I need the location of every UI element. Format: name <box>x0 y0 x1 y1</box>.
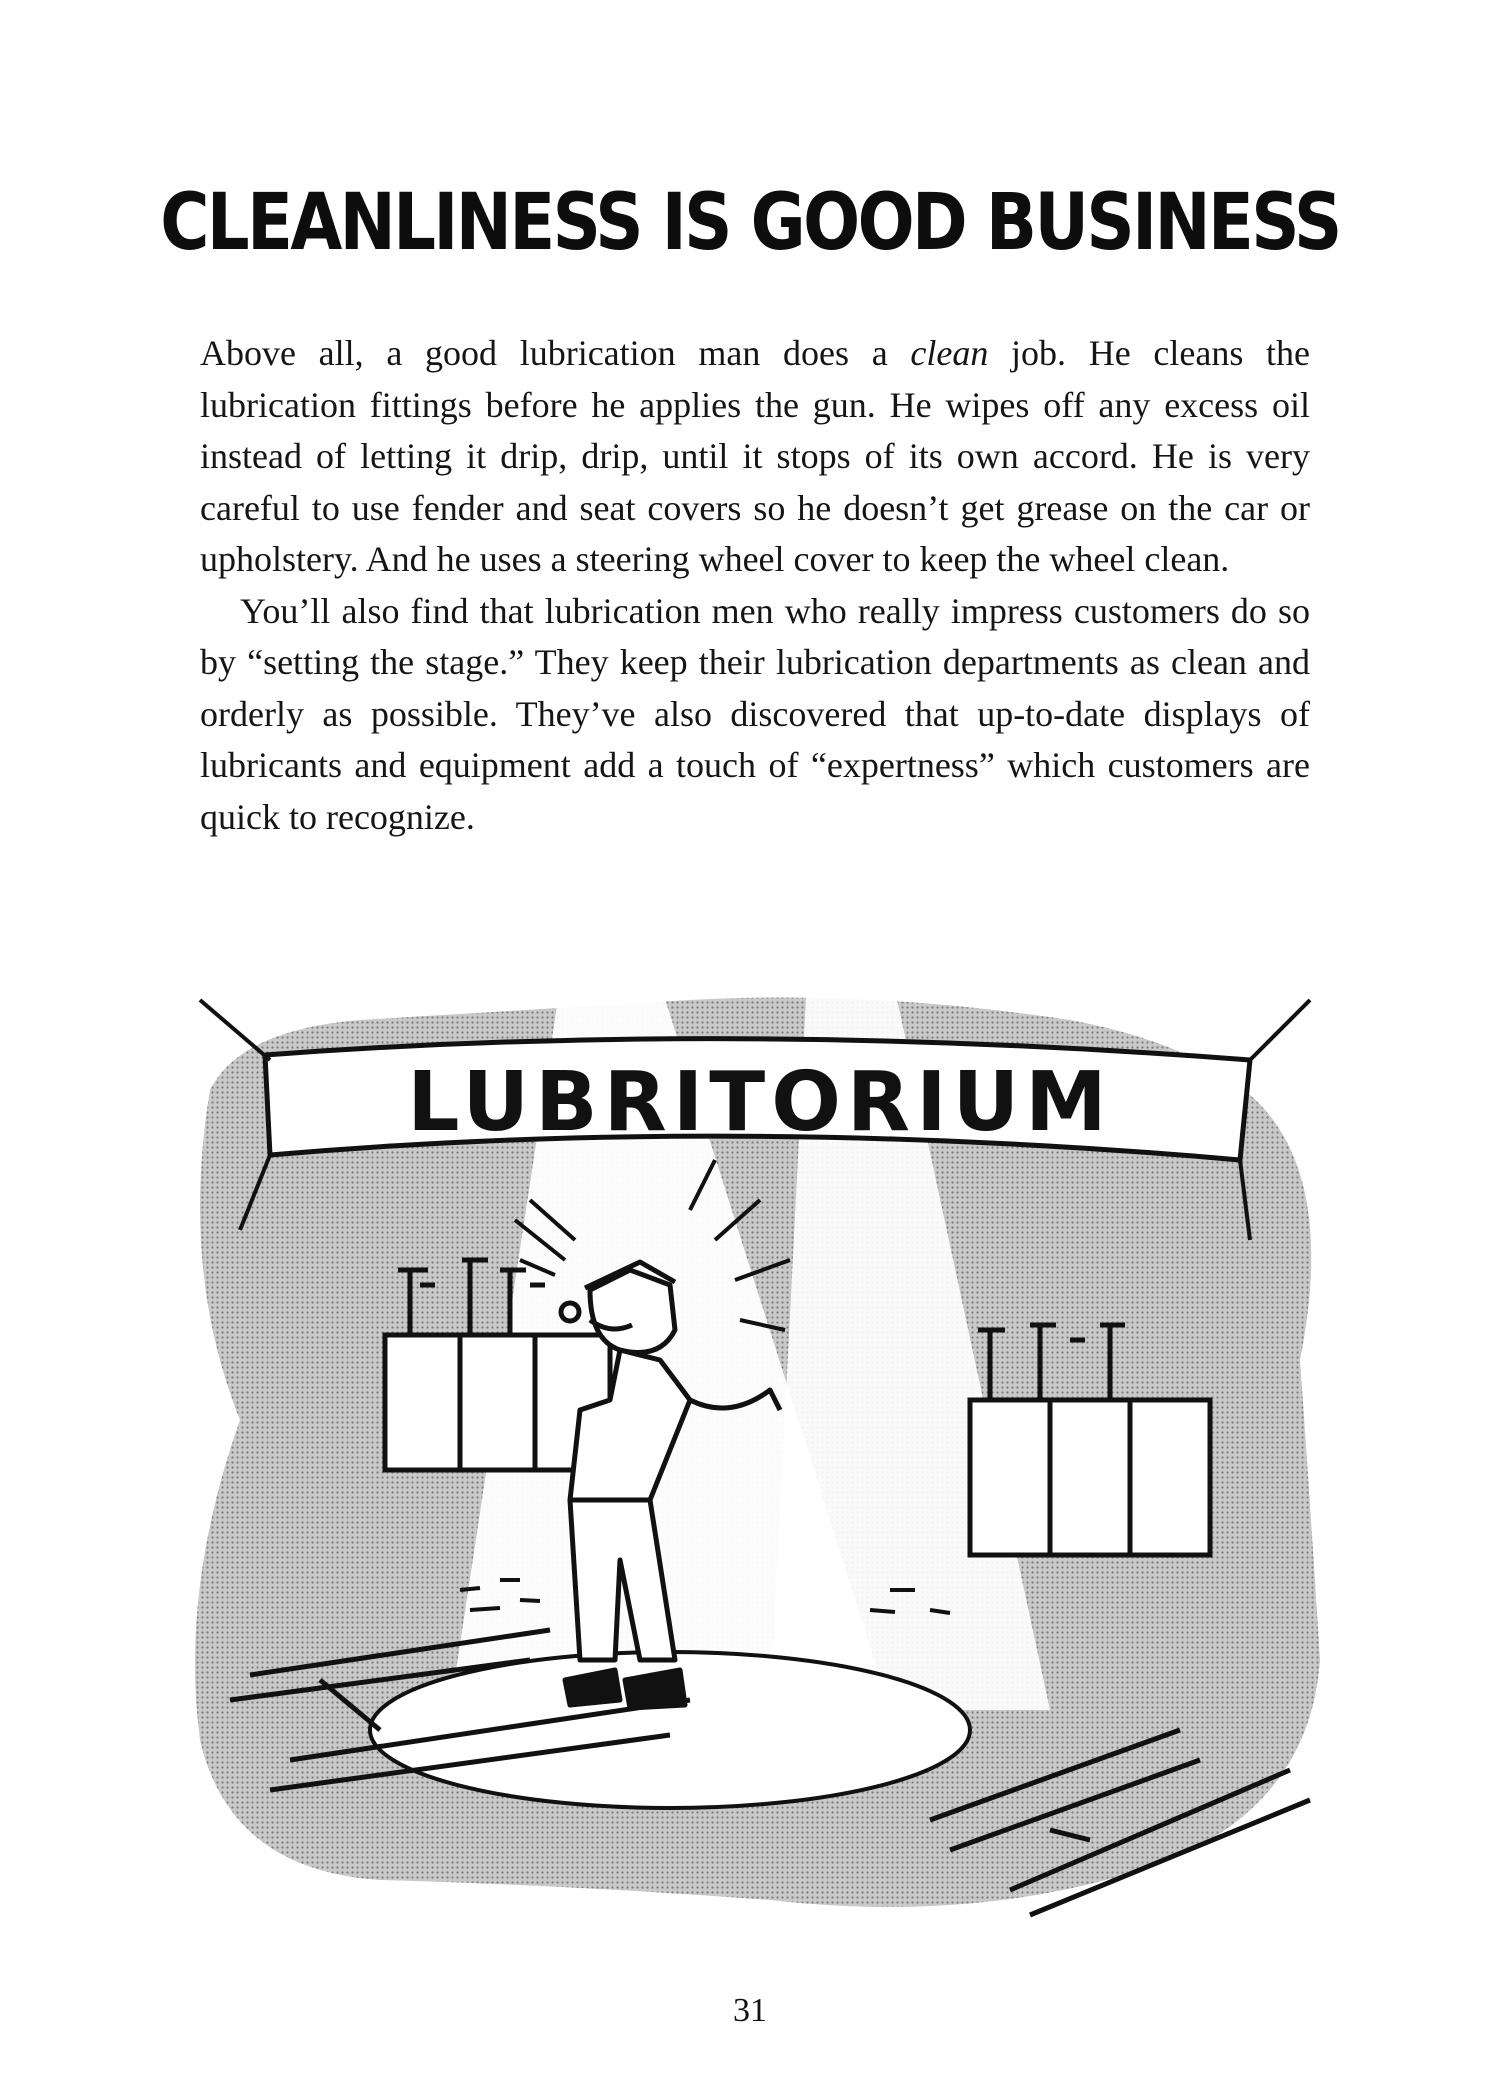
lubritorium-cartoon-icon <box>170 940 1340 1950</box>
page-number: 31 <box>733 1992 767 2029</box>
lubritorium-illustration <box>170 940 1340 1950</box>
paragraph-1-emphasis: clean <box>910 333 989 373</box>
page-title: CLEANLINESS IS GOOD BUSINESS <box>160 178 1340 268</box>
body-text <box>200 328 1310 843</box>
paragraph-1 <box>200 328 1310 586</box>
paragraph-2: You’ll also find that lubrication men who really impress customers do so by “setting the stage.” They keep their lubrication departments as clean and orderly as possible. They’ve also discovered that up-to-date displays of lubricants and equipment add a touch of “expertness” which customers are quick to recognize. <box>200 590 1310 837</box>
paragraph-1-start: Above all, a good lubrication man does a <box>200 333 911 373</box>
banner-text: LUBRITORIUM <box>407 1055 1113 1150</box>
paragraph-1-end: job. He cleans the lubrication fittings before he applies the gun. He wipes off any excess oil instead of letting it drip, drip, until it stops of its own accord. He is very careful to use fender and seat covers so he doesn’t get grease on the car or upholstery. And he uses a steering wheel cover to keep the wheel clean. <box>200 333 1310 579</box>
